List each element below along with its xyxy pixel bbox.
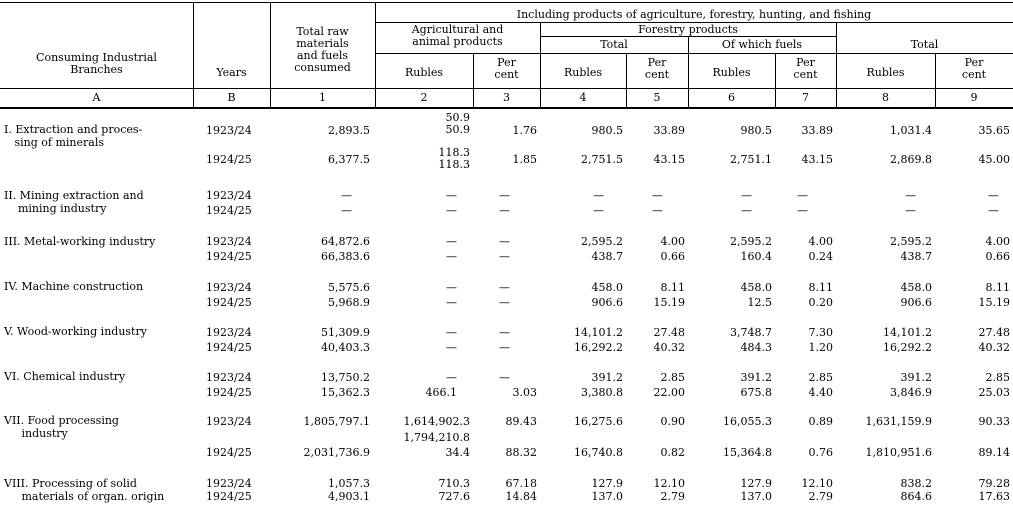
table-cell: 2,751.5 bbox=[581, 153, 623, 166]
table-cell: 8.11 bbox=[660, 281, 685, 294]
table-row-year: 1923/24 bbox=[206, 235, 252, 248]
table-cell: 12.5 bbox=[747, 296, 772, 309]
table-cell: 438.7 bbox=[591, 250, 623, 263]
table-cell: 25.03 bbox=[978, 386, 1010, 399]
table-cell: 980.5 bbox=[740, 124, 772, 137]
table-cell: 50.9 50.9 bbox=[445, 111, 470, 136]
table-cell: 127.9 bbox=[740, 477, 772, 490]
table-row-branch: I. Extraction and proces- sing of minerals bbox=[4, 123, 143, 149]
table-cell: 0.76 bbox=[808, 446, 833, 459]
table-cell: 43.15 bbox=[801, 153, 833, 166]
col-letter-2: 2 bbox=[420, 91, 428, 104]
table-cell: 4,903.1 bbox=[328, 490, 370, 503]
table-cell: 3,846.9 bbox=[890, 386, 932, 399]
table-cell: 27.48 bbox=[978, 326, 1010, 339]
table-cell: 22.00 bbox=[653, 386, 685, 399]
table-row-year: 1923/24 bbox=[206, 415, 252, 428]
table-cell: 4.00 bbox=[985, 235, 1010, 248]
table-cell: 466.1 bbox=[425, 386, 457, 399]
table-cell: — bbox=[797, 204, 808, 217]
table-row-year: 1923/24 bbox=[206, 189, 252, 202]
table-row-year: 1923/24 bbox=[206, 477, 252, 490]
table-cell: 0.82 bbox=[660, 446, 685, 459]
table-cell: — bbox=[988, 189, 999, 202]
table-cell: 3,380.8 bbox=[581, 386, 623, 399]
table-cell: 15,364.8 bbox=[723, 446, 772, 459]
table-cell: 906.6 bbox=[591, 296, 623, 309]
table-cell: 4.40 bbox=[808, 386, 833, 399]
table-cell: — bbox=[499, 189, 510, 202]
table-cell: 1,810,951.6 bbox=[865, 446, 932, 459]
table-cell: 79.28 bbox=[978, 477, 1010, 490]
table-cell: 67.18 bbox=[505, 477, 537, 490]
table-cell: 675.8 bbox=[740, 386, 772, 399]
table-row-year: 1924/25 bbox=[206, 490, 252, 503]
table-cell: — bbox=[446, 326, 457, 339]
table-row-year: 1923/24 bbox=[206, 124, 252, 137]
table-cell: — bbox=[741, 189, 752, 202]
table-cell: — bbox=[499, 250, 510, 263]
col-7-header: Per cent bbox=[793, 56, 818, 81]
col-2-3-header: Agricultural and animal products bbox=[411, 23, 504, 48]
table-cell: 8.11 bbox=[985, 281, 1010, 294]
table-row-year: 1924/25 bbox=[206, 386, 252, 399]
col-1-header: Total raw materials and fuels consumed bbox=[294, 25, 351, 74]
table-cell: 16,292.2 bbox=[574, 341, 623, 354]
table-cell: — bbox=[446, 189, 457, 202]
table-cell: 16,740.8 bbox=[574, 446, 623, 459]
table-row-year: 1924/25 bbox=[206, 341, 252, 354]
table-cell: 3,748.7 bbox=[730, 326, 772, 339]
table-row-year: 1924/25 bbox=[206, 153, 252, 166]
table-cell: 7.30 bbox=[808, 326, 833, 339]
table-row-year: 1923/24 bbox=[206, 281, 252, 294]
table-cell: 1,031.4 bbox=[890, 124, 932, 137]
subheader-rule bbox=[375, 53, 1013, 54]
col-2-header: Rubles bbox=[404, 66, 444, 79]
table-cell: 118.3 118.3 bbox=[438, 146, 470, 171]
table-cell: 727.6 bbox=[438, 490, 470, 503]
col-letter-9: 9 bbox=[970, 91, 978, 104]
table-cell: — bbox=[797, 189, 808, 202]
table-row-branch: VII. Food processing industry bbox=[4, 414, 119, 440]
table-cell: 906.6 bbox=[900, 296, 932, 309]
table-cell: — bbox=[446, 250, 457, 263]
table-row-branch: VI. Chemical industry bbox=[4, 370, 126, 383]
table-cell: 64,872.6 bbox=[321, 235, 370, 248]
table-cell: 35.65 bbox=[978, 124, 1010, 137]
table-cell: 15.19 bbox=[978, 296, 1010, 309]
table-row-year: 1923/24 bbox=[206, 371, 252, 384]
table-cell: 16,292.2 bbox=[883, 341, 932, 354]
total-header: Total bbox=[910, 38, 939, 51]
table-cell: — bbox=[905, 204, 916, 217]
table-cell: 2.85 bbox=[808, 371, 833, 384]
table-cell: 12.10 bbox=[653, 477, 685, 490]
table-cell: — bbox=[988, 204, 999, 217]
table-cell: 13,750.2 bbox=[321, 371, 370, 384]
table-cell: 2,595.2 bbox=[730, 235, 772, 248]
header-rule-1 bbox=[0, 88, 1013, 89]
table-row-branch: III. Metal-working industry bbox=[4, 235, 156, 248]
table-row-year: 1923/24 bbox=[206, 326, 252, 339]
table-cell: 0.66 bbox=[985, 250, 1010, 263]
col-letter-4: 4 bbox=[579, 91, 587, 104]
table-cell: 2.85 bbox=[985, 371, 1010, 384]
table-cell: 980.5 bbox=[591, 124, 623, 137]
table-cell: 2,893.5 bbox=[328, 124, 370, 137]
table-cell: — bbox=[341, 189, 352, 202]
table-row-year: 1924/25 bbox=[206, 250, 252, 263]
col-9-header: Per cent bbox=[961, 56, 987, 81]
table-cell: 2.79 bbox=[808, 490, 833, 503]
table-cell: 6,377.5 bbox=[328, 153, 370, 166]
table-cell: 391.2 bbox=[591, 371, 623, 384]
col-letter-6: 6 bbox=[728, 91, 735, 104]
table-cell: 391.2 bbox=[900, 371, 932, 384]
col-4-header: Rubles bbox=[563, 66, 603, 79]
table-cell: 458.0 bbox=[740, 281, 772, 294]
table-cell: 15.19 bbox=[653, 296, 685, 309]
table-cell: 1,794,210.8 34.4 bbox=[403, 431, 470, 459]
table-cell: 458.0 bbox=[900, 281, 932, 294]
table-cell: 2,869.8 bbox=[890, 153, 932, 166]
table-cell: — bbox=[446, 296, 457, 309]
table-cell: 484.3 bbox=[740, 341, 772, 354]
header-rule-2 bbox=[0, 107, 1013, 109]
table-cell: 2,031,736.9 bbox=[303, 446, 370, 459]
table-cell: — bbox=[499, 296, 510, 309]
table-cell: 40,403.3 bbox=[321, 341, 370, 354]
table-cell: 90.33 bbox=[978, 415, 1010, 428]
table-cell: — bbox=[446, 371, 457, 384]
table-row-branch: II. Mining extraction and mining industry bbox=[4, 189, 144, 215]
col-letter-8: 8 bbox=[882, 91, 889, 104]
table-cell: 0.20 bbox=[808, 296, 833, 309]
table-cell: 1.76 bbox=[512, 124, 537, 137]
table-cell: — bbox=[499, 204, 510, 217]
table-cell: — bbox=[499, 341, 510, 354]
of-which-fuels-header: Of which fuels bbox=[721, 38, 803, 51]
table-cell: 1.20 bbox=[808, 341, 833, 354]
table-cell: — bbox=[652, 189, 663, 202]
table-cell: 45.00 bbox=[978, 153, 1010, 166]
table-cell: 160.4 bbox=[740, 250, 772, 263]
table-cell: 33.89 bbox=[653, 124, 685, 137]
top-rule bbox=[0, 2, 1013, 3]
table-cell: 2,595.2 bbox=[890, 235, 932, 248]
table-cell: 0.90 bbox=[660, 415, 685, 428]
table-cell: — bbox=[905, 189, 916, 202]
table-cell: 458.0 bbox=[591, 281, 623, 294]
table-cell: — bbox=[593, 204, 604, 217]
table-cell: 51,309.9 bbox=[321, 326, 370, 339]
forestry-header: Forestry products bbox=[638, 23, 738, 36]
table-row-branch: V. Wood-working industry bbox=[4, 325, 147, 338]
table-row-branch: IV. Machine construction bbox=[4, 280, 144, 293]
table-cell: 8.11 bbox=[808, 281, 833, 294]
table-cell: 0.89 bbox=[808, 415, 833, 428]
table-cell: 5,575.6 bbox=[328, 281, 370, 294]
table-cell: 1,805,797.1 bbox=[303, 415, 370, 428]
col-8-header: Rubles bbox=[866, 66, 905, 79]
table-cell: 5,968.9 bbox=[328, 296, 370, 309]
col-a-header: Consuming Industrial Branches bbox=[36, 51, 157, 76]
table-cell: 89.14 bbox=[978, 446, 1010, 459]
table-cell: 0.66 bbox=[660, 250, 685, 263]
table-cell: 15,362.3 bbox=[321, 386, 370, 399]
table-cell: — bbox=[499, 281, 510, 294]
table-cell: 710.3 bbox=[438, 477, 470, 490]
forestry-total-header: Total bbox=[600, 38, 628, 51]
table-cell: — bbox=[341, 204, 352, 217]
table-cell: 438.7 bbox=[900, 250, 932, 263]
col-letter-5: 5 bbox=[653, 91, 661, 104]
table-cell: 2,595.2 bbox=[581, 235, 623, 248]
table-cell: — bbox=[593, 189, 604, 202]
table-cell: 14.84 bbox=[505, 490, 537, 503]
table-cell: 17.63 bbox=[978, 490, 1010, 503]
table-row-branch: VIII. Processing of solid materials of organ. origin bbox=[4, 477, 165, 503]
table-cell: — bbox=[741, 204, 752, 217]
table-cell: — bbox=[499, 326, 510, 339]
col-letter-a: A bbox=[92, 91, 101, 104]
table-cell: 137.0 bbox=[591, 490, 623, 503]
table-cell: — bbox=[652, 204, 663, 217]
col-3-header: Per cent bbox=[494, 56, 519, 81]
table-cell: — bbox=[499, 235, 510, 248]
col-letter-1: 1 bbox=[319, 91, 326, 104]
table-cell: — bbox=[446, 204, 457, 217]
group-header: Including products of agriculture, forestry, hunting, and fishing bbox=[516, 8, 872, 21]
table-cell: 1,631,159.9 bbox=[865, 415, 932, 428]
table-cell: — bbox=[446, 341, 457, 354]
table-row-year: 1924/25 bbox=[206, 446, 252, 459]
table-cell: 838.2 bbox=[900, 477, 932, 490]
table-row-year: 1924/25 bbox=[206, 296, 252, 309]
table-cell: 14,101.2 bbox=[883, 326, 932, 339]
table-cell: 89.43 bbox=[505, 415, 537, 428]
table-cell: 1,614,902.3 bbox=[403, 415, 470, 428]
table-cell: 0.24 bbox=[808, 250, 833, 263]
col-b-header: Years bbox=[216, 66, 247, 79]
table-cell: 16,055.3 bbox=[723, 415, 772, 428]
table-cell: 40.32 bbox=[653, 341, 685, 354]
col-letter-3: 3 bbox=[503, 91, 510, 104]
table-cell: 3.03 bbox=[512, 386, 537, 399]
table-cell: 864.6 bbox=[900, 490, 932, 503]
table-cell: 1.85 bbox=[512, 153, 537, 166]
table-cell: 137.0 bbox=[740, 490, 772, 503]
table-cell: 12.10 bbox=[801, 477, 833, 490]
table-cell: 2,751.1 bbox=[730, 153, 772, 166]
table-cell: — bbox=[499, 371, 510, 384]
table-cell: 16,275.6 bbox=[574, 415, 623, 428]
table-cell: 1,057.3 bbox=[328, 477, 370, 490]
table-cell: 33.89 bbox=[801, 124, 833, 137]
table-cell: 391.2 bbox=[740, 371, 772, 384]
table-cell: 66,383.6 bbox=[321, 250, 370, 263]
table-cell: 4.00 bbox=[660, 235, 685, 248]
table-cell: 4.00 bbox=[808, 235, 833, 248]
table-cell: — bbox=[446, 281, 457, 294]
col-letter-b: B bbox=[227, 91, 236, 104]
table-row-year: 1924/25 bbox=[206, 204, 252, 217]
table-cell: — bbox=[446, 235, 457, 248]
table-cell: 127.9 bbox=[591, 477, 623, 490]
table-cell: 43.15 bbox=[653, 153, 685, 166]
table-cell: 88.32 bbox=[505, 446, 537, 459]
col-6-header: Rubles bbox=[712, 66, 751, 79]
table-cell: 2.85 bbox=[660, 371, 685, 384]
table-cell: 2.79 bbox=[660, 490, 685, 503]
table-cell: 40.32 bbox=[978, 341, 1010, 354]
col-5-header: Per cent bbox=[644, 56, 670, 81]
table-cell: 14,101.2 bbox=[574, 326, 623, 339]
col-letter-7: 7 bbox=[802, 91, 809, 104]
table-cell: 27.48 bbox=[653, 326, 685, 339]
